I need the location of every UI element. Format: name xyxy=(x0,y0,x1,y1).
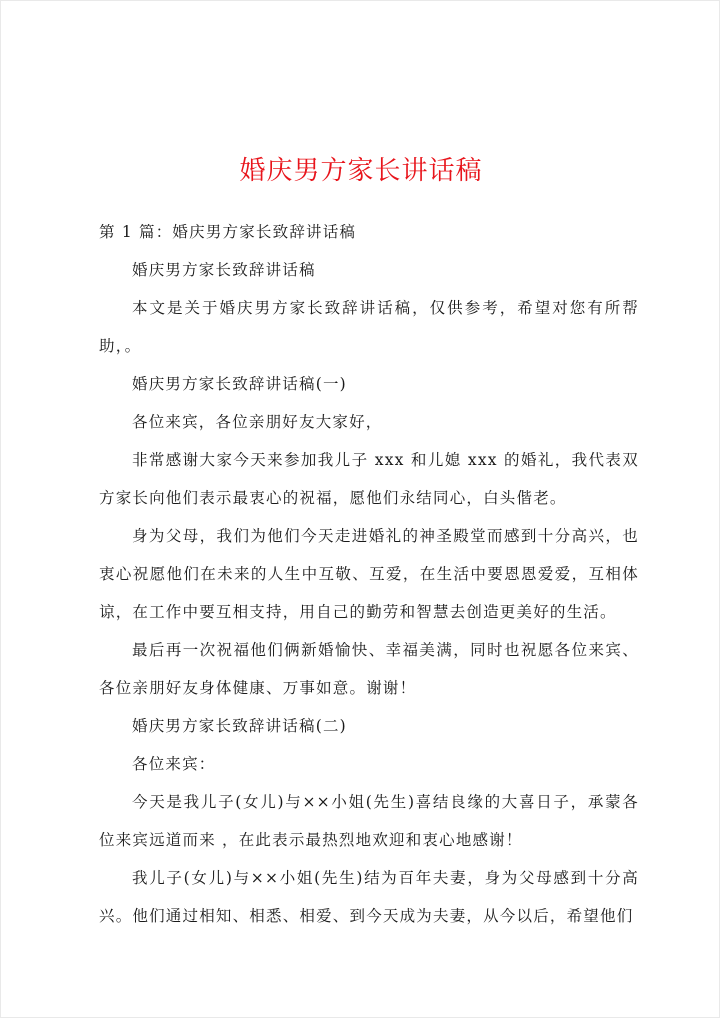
document-body xyxy=(99,213,639,935)
paragraph: 非常感谢大家今天来参加我儿子 xxx 和儿媳 xxx 的婚礼，我代表双方家长向他们表示最衷心的祝福，愿他们永结同心，白头偕老。 xyxy=(99,451,639,507)
paragraph: 各位来宾，各位亲朋好友大家好， xyxy=(132,413,383,431)
paragraph: 各位来宾： xyxy=(132,755,216,773)
paragraph: 我儿子(女儿)与××小姐(先生)结为百年夫妻，身为父母感到十分高兴。他们通过相知、相悉、相爱、到今天成为夫妻，从今以后，希望他们 xyxy=(99,869,639,925)
document-title: 婚庆男方家长讲话稿 xyxy=(239,156,483,186)
paragraph: 最后再一次祝福他们俩新婚愉快、幸福美满，同时也祝愿各位来宾、各位亲朋好友身体健康、万事如意。谢谢！ xyxy=(99,641,639,697)
paragraph: 婚庆男方家长致辞讲话稿(一) xyxy=(132,375,347,393)
paragraph: 本文是关于婚庆男方家长致辞讲话稿，仅供参考，希望对您有所帮助，。 xyxy=(99,299,639,355)
paragraph: 今天是我儿子(女儿)与××小姐(先生)喜结良缘的大喜日子，承蒙各位来宾远道而来 ，在此表示最热烈地欢迎和衷心地感谢！ xyxy=(99,793,639,849)
paragraph: 婚庆男方家长致辞讲话稿(二) xyxy=(132,717,347,735)
paragraph: 第 1 篇：婚庆男方家长致辞讲话稿 xyxy=(99,223,357,241)
paragraph: 婚庆男方家长致辞讲话稿 xyxy=(132,261,316,279)
paragraph: 身为父母，我们为他们今天走进婚礼的神圣殿堂而感到十分高兴，也衷心祝愿他们在未来的人生中互敬、互爱，在生活中要恩恩爱爱，互相体谅，在工作中要互相支持，用自己的勤劳和智慧去创造更美好的生活。 xyxy=(99,527,639,621)
